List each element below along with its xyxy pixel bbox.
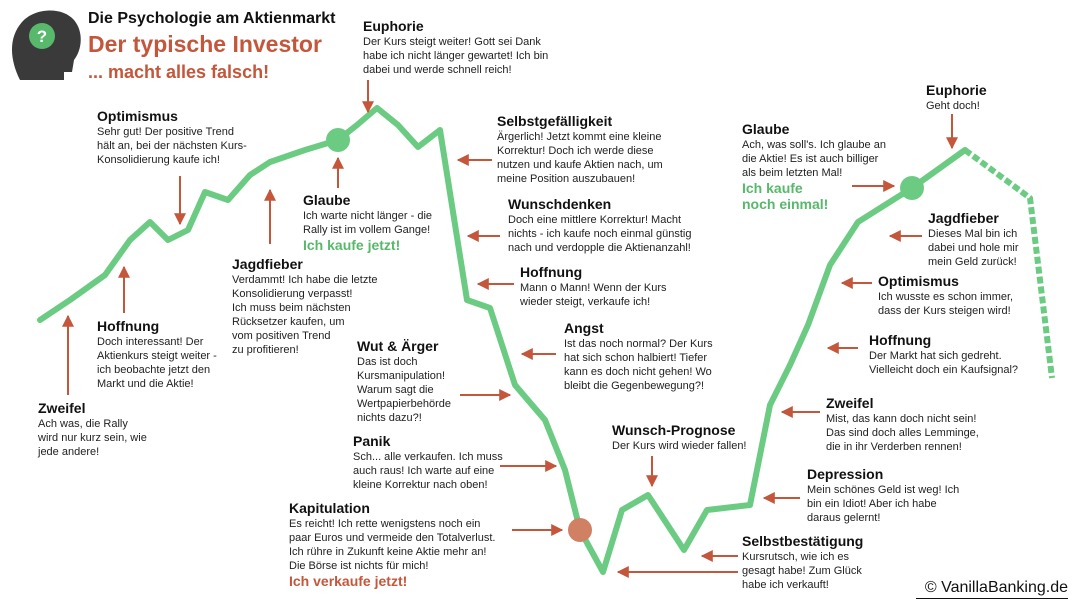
stage-title: Selbstgefälligkeit bbox=[497, 113, 613, 129]
stage-title: Euphorie bbox=[926, 82, 987, 98]
stage-text: Geht doch! bbox=[926, 100, 980, 112]
stage-title: Panik bbox=[353, 433, 391, 449]
stage-title: Depression bbox=[807, 466, 884, 482]
stage-panik bbox=[353, 433, 503, 492]
stage-text: Ich warte nicht länger - die Rally ist im vollem Gange! bbox=[303, 210, 433, 236]
stage-selbstbestaetigung bbox=[742, 533, 863, 592]
stage-title: Euphorie bbox=[363, 18, 424, 34]
head-question-icon bbox=[12, 10, 81, 80]
sell-callout: Ich verkaufe jetzt! bbox=[289, 573, 408, 589]
stage-text: Doch eine mittlere Korrektur! Macht nichts - ich kaufe noch einmal günstig nach und verdopple die Aktienanzahl! bbox=[508, 214, 692, 254]
buy-again-callout: Ich kaufe noch einmal! bbox=[742, 180, 829, 212]
buy-marker-2 bbox=[900, 176, 924, 200]
stage-wunsch-prognose bbox=[612, 422, 747, 453]
stage-glaube-2 bbox=[742, 121, 886, 212]
stage-title: Angst bbox=[564, 320, 604, 336]
stage-text: Mein schönes Geld ist weg! Ich bin ein Idiot! Aber ich habe daraus gelernt! bbox=[807, 484, 960, 524]
stage-euphorie-2 bbox=[926, 82, 987, 113]
stage-title: Optimismus bbox=[97, 108, 178, 124]
header-title: Der typische Investor bbox=[88, 31, 322, 57]
stage-wut-aerger bbox=[357, 338, 451, 425]
stage-text: Ärgerlich! Jetzt kommt eine kleine Korrektur! Doch ich werde diese nutzen und kaufe Aktien nach, um meine Position auszubauen! bbox=[497, 131, 663, 185]
buy-callout: Ich kaufe jetzt! bbox=[303, 237, 401, 253]
stage-title: Glaube bbox=[303, 192, 351, 208]
stage-title: Wunschdenken bbox=[508, 196, 612, 212]
stage-text: Dieses Mal bin ich dabei und hole mir mein Geld zurück! bbox=[928, 228, 1019, 268]
stage-optimismus-1 bbox=[97, 108, 247, 167]
stage-title: Optimismus bbox=[878, 273, 959, 289]
stage-hoffnung-3 bbox=[869, 332, 1018, 377]
stage-title: Wunsch-Prognose bbox=[612, 422, 736, 438]
stage-title: Selbstbestätigung bbox=[742, 533, 864, 549]
stage-text: Es reicht! Ich rette wenigstens noch ein paar Euros und vermeide den Totalverlust. Ich rühre in Zukunft keine Aktie mehr an! Die Börse ist nichts für mich! bbox=[289, 518, 496, 572]
svg-text:?: ? bbox=[36, 27, 48, 46]
stage-text: Sehr gut! Der positive Trend hält an, bei der nächsten Kurs- Konsolidierung kaufe ich! bbox=[97, 126, 247, 166]
stage-title: Hoffnung bbox=[97, 318, 160, 334]
stage-title: Hoffnung bbox=[869, 332, 932, 348]
header-subtitle: ... macht alles falsch! bbox=[88, 62, 270, 82]
stage-hoffnung-2 bbox=[520, 264, 667, 309]
buy-marker-1 bbox=[326, 128, 350, 152]
stage-wunschdenken bbox=[508, 196, 691, 255]
stage-text: Der Kurs steigt weiter! Gott sei Dank habe ich nicht länger gewartet! Ich bin dabei und werde schnell reich! bbox=[363, 36, 549, 76]
stage-text: Der Markt hat sich gedreht. Vielleicht doch ein Kaufsignal? bbox=[869, 350, 1019, 376]
stage-title: Zweifel bbox=[826, 395, 874, 411]
stage-text: Sch... alle verkaufen. Ich muss auch raus! Ich warte auf eine kleine Korrektur nach oben! bbox=[353, 451, 503, 491]
stage-optimismus-2 bbox=[878, 273, 1013, 318]
stage-title: Glaube bbox=[742, 121, 790, 137]
stage-selbstgefaelligkeit bbox=[497, 113, 663, 186]
stage-title: Jagdfieber bbox=[928, 210, 999, 226]
stage-kapitulation bbox=[289, 500, 495, 589]
stage-text: Doch interessant! Der Aktienkurs steigt weiter - ich beobachte jetzt den Markt und die Aktie! bbox=[97, 336, 217, 390]
stage-title: Wut & Ärger bbox=[357, 338, 439, 354]
stage-title: Hoffnung bbox=[520, 264, 583, 280]
header-line-1: Die Psychologie am Aktienmarkt bbox=[88, 10, 336, 27]
stage-depression bbox=[807, 466, 959, 525]
stage-angst bbox=[564, 320, 713, 393]
stage-jagdfieber-1 bbox=[232, 256, 378, 357]
stage-text: Ich wusste es schon immer, dass der Kurs steigen wird! bbox=[878, 291, 1014, 317]
stage-text: Ach, was soll's. Ich glaube an die Aktie! Es ist auch billiger als beim letzten Mal! bbox=[742, 139, 886, 179]
stage-text: Mist, das kann doch nicht sein! Das sind doch alles Lemminge, die in ihr Verderben rennen! bbox=[826, 413, 979, 453]
stage-title: Kapitulation bbox=[289, 500, 370, 516]
stage-text: Ist das noch normal? Der Kurs hat sich schon halbiert! Tiefer kann es doch nicht gehen! Wo bleibt die Gegenbewegung?! bbox=[564, 338, 713, 392]
stage-text: Verdammt! Ich habe die letzte Konsolidierung verpasst! Ich muss beim nächsten Rücksetzer kaufen, um vom positiven Trend zu profitieren! bbox=[232, 274, 378, 356]
stage-text: Kursrutsch, wie ich es gesagt habe! Zum Glück habe ich verkauft! bbox=[742, 551, 862, 591]
sell-marker bbox=[568, 518, 592, 542]
stage-text: Das ist doch Kursmanipulation! Warum sagt die Wertpapierbehörde nichts dazu?! bbox=[357, 356, 451, 424]
stage-glaube-1 bbox=[303, 192, 432, 253]
stage-text: Der Kurs wird wieder fallen! bbox=[612, 440, 747, 452]
stage-euphorie-1 bbox=[363, 18, 548, 77]
stage-title: Zweifel bbox=[38, 400, 86, 416]
credit-link[interactable]: © VanillaBanking.de bbox=[924, 579, 1068, 596]
stage-title: Jagdfieber bbox=[232, 256, 303, 272]
stage-text: Mann o Mann! Wenn der Kurs wieder steigt, verkaufe ich! bbox=[520, 282, 667, 308]
stage-zweifel-1 bbox=[38, 400, 147, 459]
credit-underline bbox=[916, 598, 1068, 600]
stage-zweifel-2 bbox=[826, 395, 979, 454]
stage-hoffnung-1 bbox=[97, 318, 217, 391]
stage-jagdfieber-2 bbox=[928, 210, 1019, 269]
stage-text: Ach was, die Rally wird nur kurz sein, wie jede andere! bbox=[38, 418, 147, 458]
